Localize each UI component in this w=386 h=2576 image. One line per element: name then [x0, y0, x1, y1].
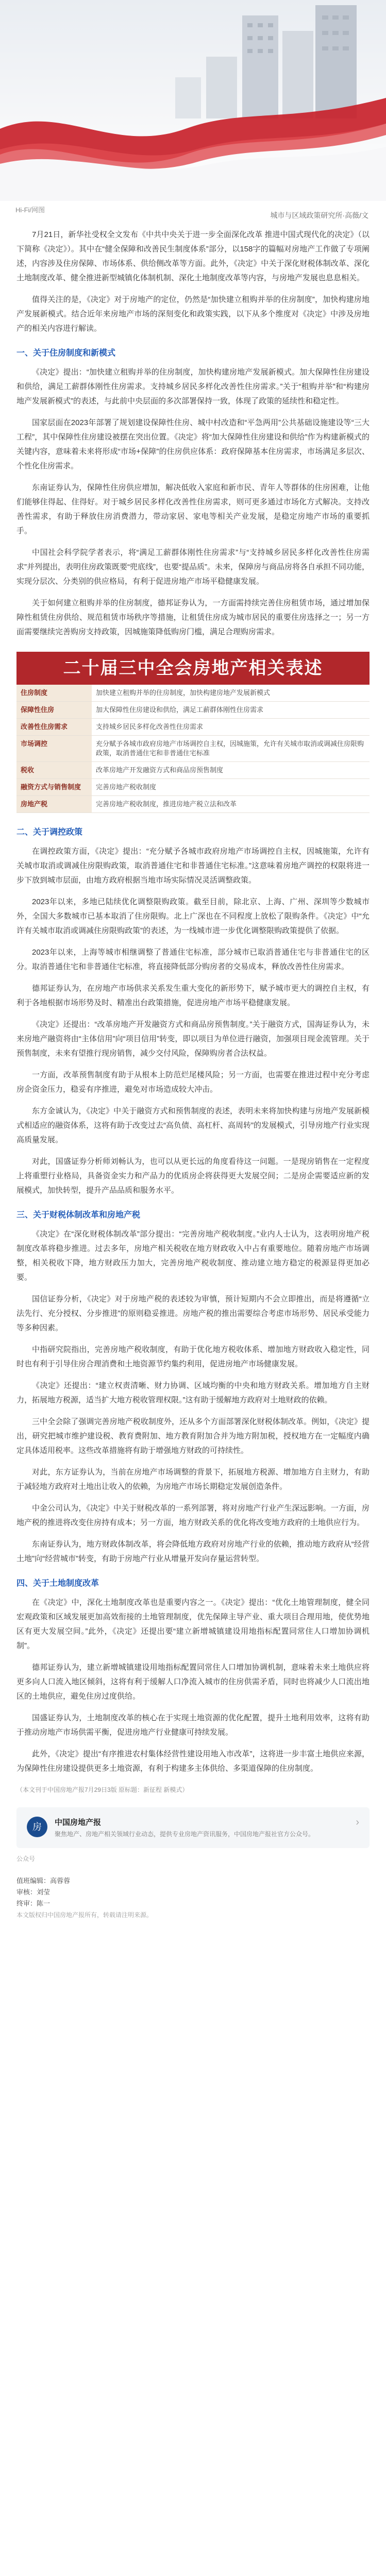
- paragraph: 对此，东方证券认为，当前在房地产市场调整的背景下，拓展地方税源、增加地方自主财力，有助于减轻地方政府对土地出让收入的依赖，为房地产市场长期稳定发展创造条件。: [16, 1468, 370, 1491]
- paragraph: 东南证券认为，地方财政体制改革，将会降低地方政府对房地产行业的依赖，推动地方政府从“经营土地”向“经营城市”转变，有助于房地产行业从增量开发向存量运营转型。: [16, 1540, 370, 1563]
- policy-description: 完善房地产税收制度: [92, 779, 370, 796]
- policy-category: 改善性住房需求: [16, 719, 92, 736]
- paragraph: 在《决定》中，深化土地制度改革也是重要内容之一。《决定》提出：“优化土地管理制度，健全同宏观政策和区域发展更加高效衔接的土地管理制度，优先保障主导产业、重大项目合理用地，使优势地区有更大发展空间。”此外，《决定》还提出要“建立新增城镇建设用地指标配置同常住人口增加协调机制”。: [16, 1598, 370, 1650]
- paragraph: 2023年以来，上海等城市相继调整了普通住宅标准，部分城市已取消普通住宅与非普通住宅的区分。取消普通住宅和非普通住宅标准，将直接降低部分购房者的交易成本，释放改善性住房需求。: [16, 948, 370, 971]
- table-row: [16, 685, 370, 702]
- account-logo: 房: [27, 1817, 47, 1837]
- paragraph: 一方面，改革预售制度有助于从根本上防范烂尾楼风险；另一方面，也需要在推进过程中充分考虑房企资金压力，稳妥有序推进，避免对市场造成较大冲击。: [16, 1071, 370, 1094]
- paragraph: 德邦证券认为，建立新增城镇建设用地指标配置同常住人口增加协调机制，意味着未来土地供应将更多向人口流入地区倾斜，这将有利于缓解人口净流入城市的住房供需矛盾，同时也将减少人口流出地区的土地供应，避免住房过度供给。: [16, 1663, 370, 1701]
- paragraph: 值得关注的是，《决定》对于房地产的定位，仍然是“加快建立租购并举的住房制度”，加快构建房地产发展新模式。结合近年来房地产市场的深刻变化和政策实践，以下从多个维度对《决定》中涉及房地产的相关内容进行解读。: [16, 295, 370, 333]
- table-row: [16, 719, 370, 736]
- policy-table: [16, 685, 370, 813]
- copyright-notice: 本文版权归中国房地产报所有，转载请注明来源。: [16, 1911, 153, 1919]
- section-heading: 四、关于土地制度改革: [16, 1579, 99, 1588]
- paragraph: 德邦证券认为，在房地产市场供求关系发生重大变化的新形势下，赋予城市更大的调控自主权，有利于各地根据市场形势及时、精准出台政策措施，促进房地产市场平稳健康发展。: [16, 984, 370, 1007]
- section-heading: 一、关于住房制度和新模式: [16, 349, 116, 358]
- policy-category: 市场调控: [16, 736, 92, 762]
- paragraph: 《决定》在“深化财税体制改革”部分提出：“完善房地产税收制度。”业内人士认为，这表明房地产税制度改革将稳步推进。过去多年，房地产相关税收在地方财政收入中占有重要地位。随着房地产市场调整，相关税收下降，地方财政压力加大，完善房地产税收制度、推动建立地方稳定的税源显得更加必要。: [16, 1230, 370, 1282]
- paragraph: 关于如何建立租购并举的住房制度，德邦证券认为，一方面需持续完善住房租赁市场，通过增加保障性租赁住房供给、规范租赁市场秩序等措施，让租赁住房成为城市居民的重要住房选择之一；另一方面需要继续完善购房支持政策，因城施策降低购房门槛，满足合理购房需求。: [16, 599, 370, 636]
- chevron-right-icon: ›: [356, 1817, 359, 1828]
- chief-credit: 终审：陈一: [16, 1900, 51, 1907]
- article-byline: 城市与区域政策研究所·高薇/文: [270, 211, 368, 219]
- table-row: [16, 779, 370, 796]
- table-row: [16, 796, 370, 813]
- policy-summary-table: [16, 652, 370, 813]
- policy-category: 房地产税: [16, 796, 92, 813]
- body-sections: [0, 825, 386, 1776]
- policy-category: 保障性住房: [16, 702, 92, 719]
- paragraph: 东方金诚认为，《决定》中关于融资方式和预售制度的表述，表明未来将加快构建与房地产发展新模式相适应的融资体系，这将有助于改变过去“高负债、高杠杆、高周转”的发展模式，引导房地产行业实现高质量发展。: [16, 1107, 370, 1144]
- hero-caption: Hi-Fi/网图: [15, 206, 45, 214]
- source-footnote: （本文刊于中国房地产报7月29日3版 原标题：新征程 新模式）: [16, 1786, 189, 1793]
- paragraph: 中指研究院指出，完善房地产税收制度，有助于优化地方税收体系、增加地方财政收入稳定性，同时也有利于引导住房合理消费和土地资源节约集约利用，促进房地产市场健康发展。: [16, 1345, 370, 1368]
- table-row: [16, 762, 370, 779]
- section-heading: 三、关于财税体制改革和房地产税: [16, 1211, 141, 1219]
- paragraph: 东南证券认为，保障性住房供应增加，解决低收入家庭和新市民、青年人等群体的住房困难，让他们能够住得起、住得好。对于城乡居民多样化改善性住房需求，则可更多通过市场化方式解决。支持改善性需求，有助于释放住房消费潜力，带动家居、家电等相关产业发展，是稳定房地产市场的重要抓手。: [16, 483, 370, 535]
- paragraph: 中金公司认为，《决定》中关于财税改革的一系列部署，将对房地产行业产生深远影响。一方面，房地产税的推进将改变住房持有成本；另一方面，地方财政关系的优化将改变地方政府的土地供应行为。: [16, 1504, 370, 1527]
- paragraph: 《决定》还提出：“建立权责清晰、财力协调、区域均衡的中央和地方财政关系。增加地方自主财力，拓展地方税源，适当扩大地方税收管理权限。”这有助于缓解地方政府对土地财政的依赖。: [16, 1381, 370, 1404]
- paragraph: 《决定》还提出：“改革房地产开发融资方式和商品房预售制度。”关于融资方式，国海证券认为，未来房地产融资将由“主体信用”向“项目信用”转变，即以项目为单位进行融资，加强项目现金流管理。关于预售制度，未来有望推行现房销售，减少交付风险，保障购房者合法权益。: [16, 1020, 370, 1058]
- policy-description: 完善房地产税收制度，推进房地产税立法和改革: [92, 796, 370, 813]
- paragraph: 对此，国盛证券分析师刘畅认为，也可以从更长远的角度看待这一问题。一是现房销售在一定程度上将重塑行业格局，具备资金实力和产品力的优质房企将获得更大发展空间；二是房企需要适应新的发展模式，加快转型，提升产品品质和服务水平。: [16, 1157, 370, 1195]
- account-description: 聚焦地产、房地产相关领域行业动态，提供专业房地产资讯服务，中国房地产报社官方公众号。: [55, 1831, 315, 1838]
- policy-category: 融资方式与销售制度: [16, 779, 92, 796]
- policy-description: 充分赋予各城市政府房地产市场调控自主权，因城施策，允许有关城市取消或调减住房限购政策，取消普通住宅和非普通住宅标准: [92, 736, 370, 762]
- section-heading: 二、关于调控政策: [16, 828, 83, 837]
- review-credit: 审核：刘莹: [16, 1888, 51, 1896]
- policy-table-title: 二十届三中全会房地产相关表述: [16, 652, 370, 685]
- paragraph: 7月21日，新华社受权全文发布《中共中央关于进一步全面深化改革 推进中国式现代化的决定》（以下简称《决定》）。其中在“健全保障和改善民生制度体系”部分，以158字的篇幅对房地产工作做了专项阐述，内容涉及住房保障、市场体系、供给侧改革等方面。此外，《决定》中关于深化财税体制改革、深化土地制度改革、健全推进新型城镇化体制机制、深化土地制度改革等内容，与房地产发展也息息相关。: [16, 230, 370, 282]
- paragraph: 国信证券分析，《决定》对于房地产税的表述较为审慎，预计短期内不会立即推出，而是将遵循“立法先行、充分授权、分步推进”的原则稳妥推进。房地产税的推出需要综合考虑市场形势、居民承受能力等多种因素。: [16, 1295, 370, 1332]
- policy-description: 加快建立租购并举的住房制度，加快构建房地产发展新模式: [92, 685, 370, 702]
- official-account-card[interactable]: [16, 1807, 370, 1848]
- paragraph: 《决定》提出：“加快建立租购并举的住房制度，加快构建房地产发展新模式。加大保障性住房建设和供给，满足工薪群体刚性住房需求。支持城乡居民多样化改善性住房需求。”关于“租购并举”和“构建房地产发展新模式”的表述，与此前中央层面的多次部署保持一致，体现了政策的延续性和稳定性。: [16, 368, 370, 405]
- policy-category: 税收: [16, 762, 92, 779]
- editor-credit: 值班编辑：高蓉蓉: [16, 1877, 71, 1885]
- table-row: [16, 736, 370, 762]
- hero-cityscape-illustration: [0, 0, 386, 201]
- account-info: [55, 1817, 314, 1839]
- paragraph: 此外，《决定》提出“有序推进农村集体经营性建设用地入市改革”，这将进一步丰富土地供应来源，为保障性住房建设提供更多土地资源，有利于构建多主体供给、多渠道保障的住房制度。: [16, 1750, 370, 1773]
- account-name: 中国房地产报: [55, 1818, 102, 1827]
- paragraph: 国盛证券认为，土地制度改革的核心在于实现土地资源的优化配置，提升土地利用效率，这将有助于推动房地产市场供需平衡，促进房地产行业健康可持续发展。: [16, 1714, 370, 1737]
- paragraph: 中国社会科学院学者表示，将“满足工薪群体刚性住房需求”与“支持城乡居民多样化改善性住房需求”并列提出，表明住房政策既要“兜底线”，也要“提品质”。未来，保障房与商品房将各自承担不同功能，实现分层次、分类别的供应格局，有利于促进房地产市场平稳健康发展。: [16, 548, 370, 586]
- account-type-label: 公众号: [16, 1855, 36, 1862]
- paragraph: 在调控政策方面，《决定》提出：“充分赋予各城市政府房地产市场调控自主权，因城施策，允许有关城市取消或调减住房限购政策，取消普通住宅和非普通住宅标准。”这意味着房地产调控的权限将进一步下放到城市层面，由地方政府根据当地市场实际情况灵活调整政策。: [16, 847, 370, 885]
- table-row: [16, 702, 370, 719]
- intro-section: [0, 228, 386, 639]
- policy-description: 加大保障性住房建设和供给，满足工薪群体刚性住房需求: [92, 702, 370, 719]
- editorial-credits: [0, 1875, 386, 1921]
- policy-category: 住房制度: [16, 685, 92, 702]
- paragraph: 2023年以来，多地已陆续优化调整限购政策。截至目前，除北京、上海、广州、深圳等少数城市外，全国大多数城市已基本取消了住房限购。北上广深也在不同程度上放松了限购条件。《决定》中“允许有关城市取消或调减住房限购政策”的表述，为一线城市进一步优化调整限购政策提供了依据。: [16, 897, 370, 935]
- policy-description: 改革房地产开发融资方式和商品房预售制度: [92, 762, 370, 779]
- policy-description: 支持城乡居民多样化改善性住房需求: [92, 719, 370, 736]
- hero-image: [0, 0, 386, 214]
- paragraph: 国家层面在2023年部署了规划建设保障性住房、城中村改造和“平急两用”公共基础设施建设等“三大工程”，其中保障性住房建设被摆在突出位置。《决定》将“加大保障性住房建设和供给”作为构建新模式的关键内容，意味着未来将形成“市场+保障”的住房供应体系：政府保障基本住房需求，市场满足多层次、个性化住房需求。: [16, 418, 370, 470]
- paragraph: 三中全会除了强调完善房地产税收制度外，还从多个方面部署深化财税体制改革。例如，《决定》提出，研究把城市维护建设税、教育费附加、地方教育附加合并为地方附加税，授权地方在一定幅度内确定具体适用税率。这些改革措施将有助于增强地方财政的可持续性。: [16, 1417, 370, 1455]
